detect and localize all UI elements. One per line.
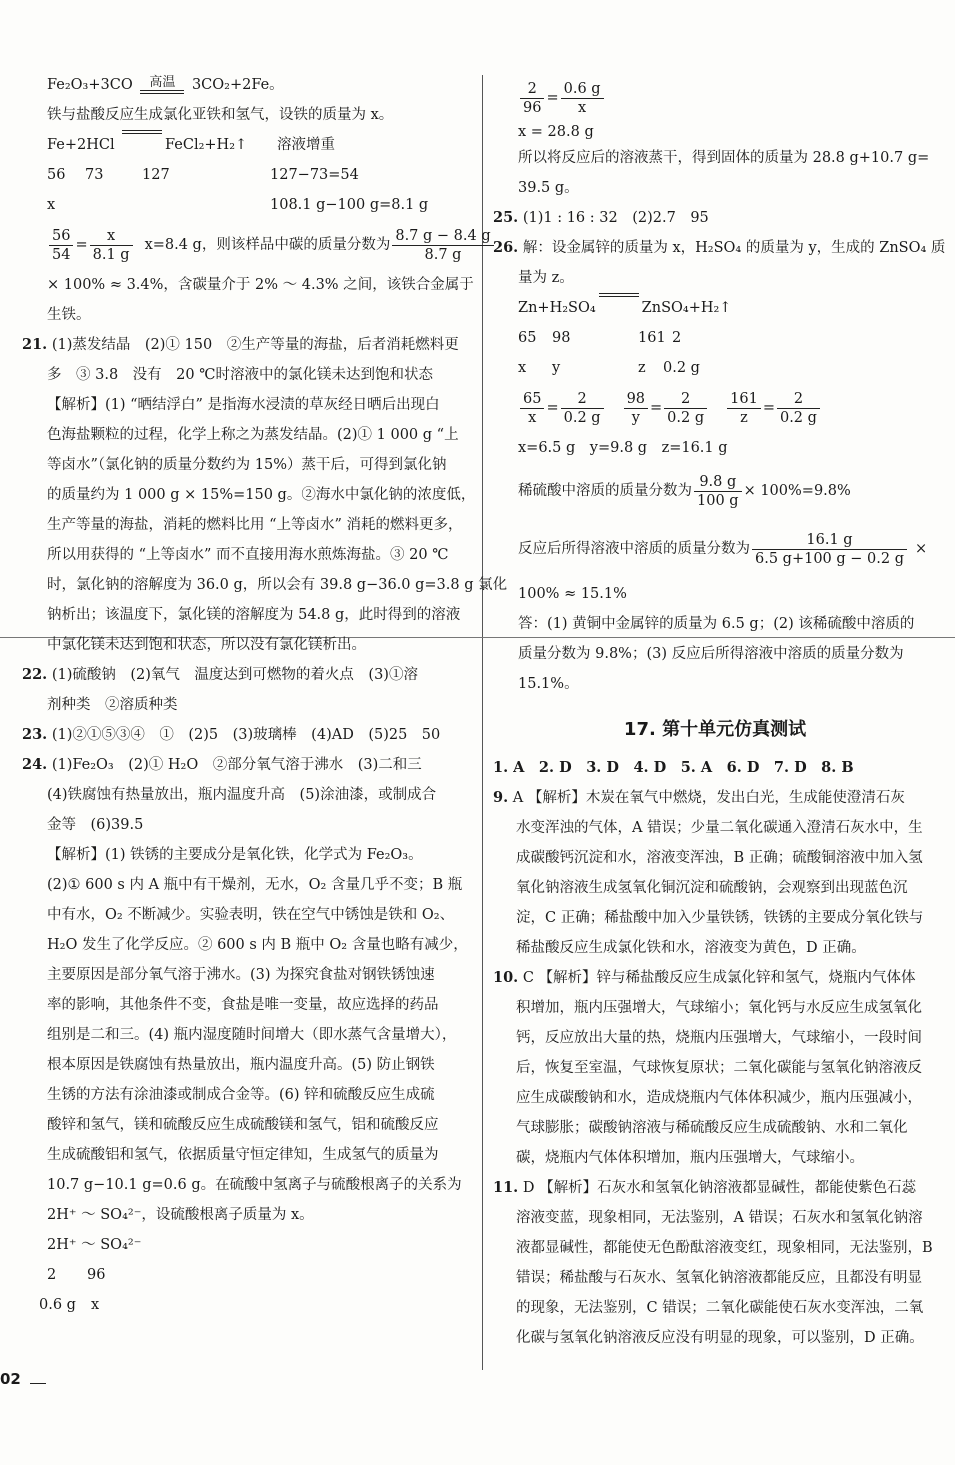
text-line: 2H⁺ ～ SO₄²⁻，设硫酸根离子质量为 x。 xyxy=(47,1207,314,1223)
text-line: 生成硫酸铝和氢气，依据质量守恒定律知，生成氢气的质量为 xyxy=(47,1147,439,1163)
text-line: 酸锌和氢气，镁和硫酸反应生成硫酸镁和氢气，铝和硫酸反应 xyxy=(47,1117,439,1133)
fraction: $\frac{x}{8.1 g}$ xyxy=(90,227,133,264)
text-line: 剂种类 ②溶质种类 xyxy=(47,697,178,713)
text-line: 成碳酸钙沉淀和水，溶液变浑浊，B 正确；硫酸铜溶液中加入氢 xyxy=(516,850,923,866)
question-21: 21. (1)蒸发结晶 (2)① 150 ②生产等量的海盐，后者消耗燃料更 xyxy=(22,336,459,353)
text-line: 多 ③ 3.8 没有 20 ℃时溶液中的氯化镁未达到饱和状态 xyxy=(47,367,433,383)
text-line: 的现象，无法鉴别，C 错误；二氧化碳能使石灰水变浑浊，二氧 xyxy=(516,1300,924,1316)
text-line: 量为 z。 xyxy=(518,270,574,286)
fraction: $\frac{2}{96}$ xyxy=(520,80,544,117)
question-10: 10. C 【解析】锌与稀盐酸反应生成氯化锌和氢气，烧瓶内气体体 xyxy=(493,969,916,986)
multiple-choice-answers: 1. A 2. D 3. D 4. D 5. A 6. D 7. D 8. B xyxy=(493,759,854,776)
reaction-condition: 高温 xyxy=(140,76,184,94)
text-line: x=6.5 g y=9.8 g z=16.1 g xyxy=(518,440,728,456)
text-line: 2H⁺ ～ SO₄²⁻ xyxy=(47,1237,142,1253)
question-9: 9. A 【解析】木炭在氧气中燃烧，发出白光，生成能使澄清石灰 xyxy=(493,789,905,806)
text-line: 时，氯化钠的溶解度为 36.0 g，所以会有 39.8 g−36.0 g=3.8 g 氯化 xyxy=(47,577,508,593)
text-line: 应生成碳酸钠和水，造成烧瓶内气体体积减少，瓶内压强减小， xyxy=(516,1090,922,1106)
text-line: 100% ≈ 15.1% xyxy=(518,586,627,602)
page-number: 02 xyxy=(0,1370,21,1388)
question-26: 26. 解：设金属锌的质量为 x，H₂SO₄ 的质量为 y，生成的 ZnSO₄ 质 xyxy=(493,239,946,256)
text-line: 积增加，瓶内压强增大，气球缩小；氧化钙与水反应生成氢氧化 xyxy=(516,1000,922,1016)
proportion-line: $\frac{65}{x}$ = $\frac{2}{0.2 g}$ $\frac{98}{y}$ = $\frac{2}{0.2 g}$ $\frac{161}{z}$ = $\frac{2}{0.2 g}$ xyxy=(493,383,937,433)
equation-fe-hcl: Fe+2HCl FeCl₂+H₂↑ 溶液增重 xyxy=(22,130,464,160)
text-line: 主要原因是部分氧气溶于沸水。(3) 为探究食盐对钢铁锈蚀速 xyxy=(47,967,435,983)
text-line: 质量分数为 9.8%；(3) 反应后所得溶液中溶质的质量分数为 xyxy=(518,646,904,662)
text-line: (2)① 600 s 内 A 瓶中有干燥剂，无水，O₂ 含量几乎不变；B 瓶 xyxy=(47,877,463,893)
text-line: 率的影响，其他条件不变，食盐是唯一变量，故应选择的药品 xyxy=(47,997,439,1013)
text-line: 溶液变蓝，现象相同，无法鉴别，A 错误；石灰水和氢氧化钠溶 xyxy=(516,1210,923,1226)
text-line: 液都显碱性，都能使无色酚酞溶液变红，现象相同，无法鉴别，B xyxy=(516,1240,933,1256)
right-column xyxy=(493,75,946,1353)
text-line: 化碳与氢氧化钠溶液反应没有明显的现象，可以鉴别，D 正确。 xyxy=(516,1330,924,1346)
equation-fe2o3: Fe₂O₃+3CO 高温 3CO₂+2Fe。 xyxy=(47,75,284,93)
text-line: 生产等量的海盐，消耗的燃料比用 “上等卤水” 消耗的燃料更多， xyxy=(47,517,463,533)
text-line: 淀，C 正确；稀盐酸中加入少量铁锈，铁锈的主要成分氧化铁与 xyxy=(516,910,924,926)
text-line: 钠析出；该温度下，氯化镁的溶解度为 54.8 g，此时得到的溶液 xyxy=(47,607,461,623)
proportion-line: $\frac{2}{96}$ = $\frac{0.6 g}{x}$ xyxy=(493,75,937,121)
fraction: $\frac{65}{x}$ xyxy=(520,390,544,427)
question-22: 22. (1)硫酸钠 (2)氧气 温度达到可燃物的着火点 (3)①溶 xyxy=(22,666,418,683)
text-line: 金等 (6)39.5 xyxy=(47,817,144,833)
text-line: 【解析】(1) 铁锈的主要成分是氧化铁，化学式为 Fe₂O₃。 xyxy=(47,847,423,863)
fraction: $\frac{16.1 g}{6.5 g+100 g - 0.2 g}$ xyxy=(752,531,907,568)
text-line: 组别是二和三。(4) 瓶内湿度随时间增大（即水蒸气含量增大）， xyxy=(47,1027,457,1043)
text-line: × 100% ≈ 3.4%，含碳量介于 2% ～ 4.3% 之间，该铁合金属于 xyxy=(47,277,474,293)
fraction: $\frac{98}{y}$ xyxy=(624,390,648,427)
question-24: 24. (1)Fe₂O₃ (2)① H₂O ②部分氧气溶于沸水 (3)二和三 xyxy=(22,756,422,773)
text-line: 铁与盐酸反应生成氯化亚铁和氢气，设铁的质量为 x。 xyxy=(47,107,394,123)
fraction: $\frac{2}{0.2 g}$ xyxy=(777,390,820,427)
text-line: x = 28.8 g xyxy=(518,124,594,140)
text-line: 中氯化镁未达到饱和状态，所以没有氯化镁析出。 xyxy=(47,637,366,653)
text-line: 生铁。 xyxy=(47,307,91,323)
fraction: $\frac{8.7 g - 8.4 g}{8.7 g}$ xyxy=(392,227,493,264)
text-line: 碳，烧瓶内气体体积增加，瓶内压强增大，气球缩小。 xyxy=(516,1150,864,1166)
question-11: 11. D 【解析】石灰水和氢氧化钠溶液都显碱性，都能使紫色石蕊 xyxy=(493,1179,917,1196)
unknown-row: x y z 0.2 g xyxy=(518,360,700,376)
text-line: 钙，反应放出大量的热，烧瓶内压强增大，气球缩小，一段时间 xyxy=(516,1030,922,1046)
mass-ratio-row: 56 73 127 127−73=54 xyxy=(47,167,359,183)
text-line: 的质量约为 1 000 g × 15%=150 g。②海水中氯化钠的浓度低， xyxy=(47,487,476,503)
mass-ratio-row: 65 98 161 2 xyxy=(518,330,682,346)
after-fraction-line: 反应后所得溶液中溶质的质量分数为 $\frac{16.1 g}{6.5 g+100 g - 0.2 g}$ × xyxy=(518,531,928,567)
text-line: 氧化钠溶液生成氢氧化铜沉淀和硫酸钠，会观察到出现蓝色沉 xyxy=(516,880,908,896)
fraction: $\frac{2}{0.2 g}$ xyxy=(561,390,604,427)
text-line: 错误；稀盐酸与石灰水、氢氧化钠溶液都能反应，且都没有明显 xyxy=(516,1270,922,1286)
column-divider xyxy=(482,75,483,1370)
ratio-row: 2 96 xyxy=(47,1267,106,1283)
text-line: 15.1%。 xyxy=(518,676,579,692)
text-line: 所以将反应后的溶液蒸干，得到固体的质量为 28.8 g+10.7 g= xyxy=(518,150,930,166)
text-line: 等卤水”（氯化钠的质量分数约为 15%）蒸干后，可得到氯化钠 xyxy=(47,457,447,473)
text-line: 10.7 g−10.1 g=0.6 g。在硫酸中氢离子与硫酸根离子的关系为 xyxy=(47,1177,462,1193)
fraction: $\frac{161}{z}$ xyxy=(727,390,761,427)
text-line: (4)铁腐蚀有热量放出，瓶内温度升高 (5)涂油漆，或制成合 xyxy=(47,787,437,803)
fraction: $\frac{2}{0.2 g}$ xyxy=(664,390,707,427)
text-line: 答：(1) 黄铜中金属锌的质量为 6.5 g；(2) 该稀硫酸中溶质的 xyxy=(518,616,915,632)
dilute-fraction-line: 稀硫酸中溶质的质量分数为 $\frac{9.8 g}{100 g}$ × 100%=9.8% xyxy=(518,473,851,509)
question-25: 25. (1)1 : 16 : 32 (2)2.7 95 xyxy=(493,209,709,226)
text-line: 生锈的方法有涂油漆或制成合金等。(6) 锌和硫酸反应生成硫 xyxy=(47,1087,435,1103)
text-line: 稀盐酸反应生成氯化铁和水，溶液变为黄色，D 正确。 xyxy=(516,940,866,956)
text-line: 中有水，O₂ 不断减少。实验表明，铁在空气中锈蚀是铁和 O₂、 xyxy=(47,907,455,923)
text-line: H₂O 发生了化学反应。② 600 s 内 B 瓶中 O₂ 含量也略有减少， xyxy=(47,937,468,953)
fraction: $\frac{9.8 g}{100 g}$ xyxy=(694,473,742,510)
section-title: 17. 第十单元仿真测试 xyxy=(623,719,807,740)
proportion-line: $\frac{56}{54}$ = $\frac{x}{8.1 g}$ x=8.4 g，则该样品中碳的质量分数为 $\frac{8.7 g - 8.4 g}{8.7 g}$ xyxy=(22,220,464,270)
unknown-row: x 108.1 g−100 g=8.1 g xyxy=(47,197,429,213)
ratio-row: 0.6 g x xyxy=(39,1297,100,1313)
page-number-dash xyxy=(30,1383,46,1384)
left-column xyxy=(22,70,508,1320)
fraction: $\frac{0.6 g}{x}$ xyxy=(561,80,604,117)
text-line: 水变浑浊的气体，A 错误；少量二氧化碳通入澄清石灰水中，生 xyxy=(516,820,923,836)
text-line: 所以用获得的 “上等卤水” 而不直接用海水煎炼海盐。③ 20 ℃ xyxy=(47,547,449,563)
question-23: 23. (1)②①⑤③④ ① (2)5 (3)玻璃棒 (4)AD (5)25 50 xyxy=(22,726,441,743)
text-line: 根本原因是铁腐蚀有热量放出，瓶内温度升高。(5) 防止钢铁 xyxy=(47,1057,435,1073)
text-line: 气球膨胀；碳酸钠溶液与稀硫酸反应生成硫酸钠、水和二氧化 xyxy=(516,1120,908,1136)
equation-zn: Zn+H₂SO₄ ZnSO₄+H₂↑ xyxy=(493,293,937,323)
text-line: 色海盐颗粒的过程，化学上称之为蒸发结晶。(2)① 1 000 g “上 xyxy=(47,427,459,443)
text-line: 【解析】(1) “晒结浮白” 是指海水浸渍的草灰经日晒后出现白 xyxy=(47,397,440,413)
text-line: 39.5 g。 xyxy=(518,180,579,196)
text-line: 后，恢复至室温，气球恢复原状；二氧化碳能与氢氧化钠溶液反 xyxy=(516,1060,922,1076)
fraction: $\frac{56}{54}$ xyxy=(49,227,73,264)
